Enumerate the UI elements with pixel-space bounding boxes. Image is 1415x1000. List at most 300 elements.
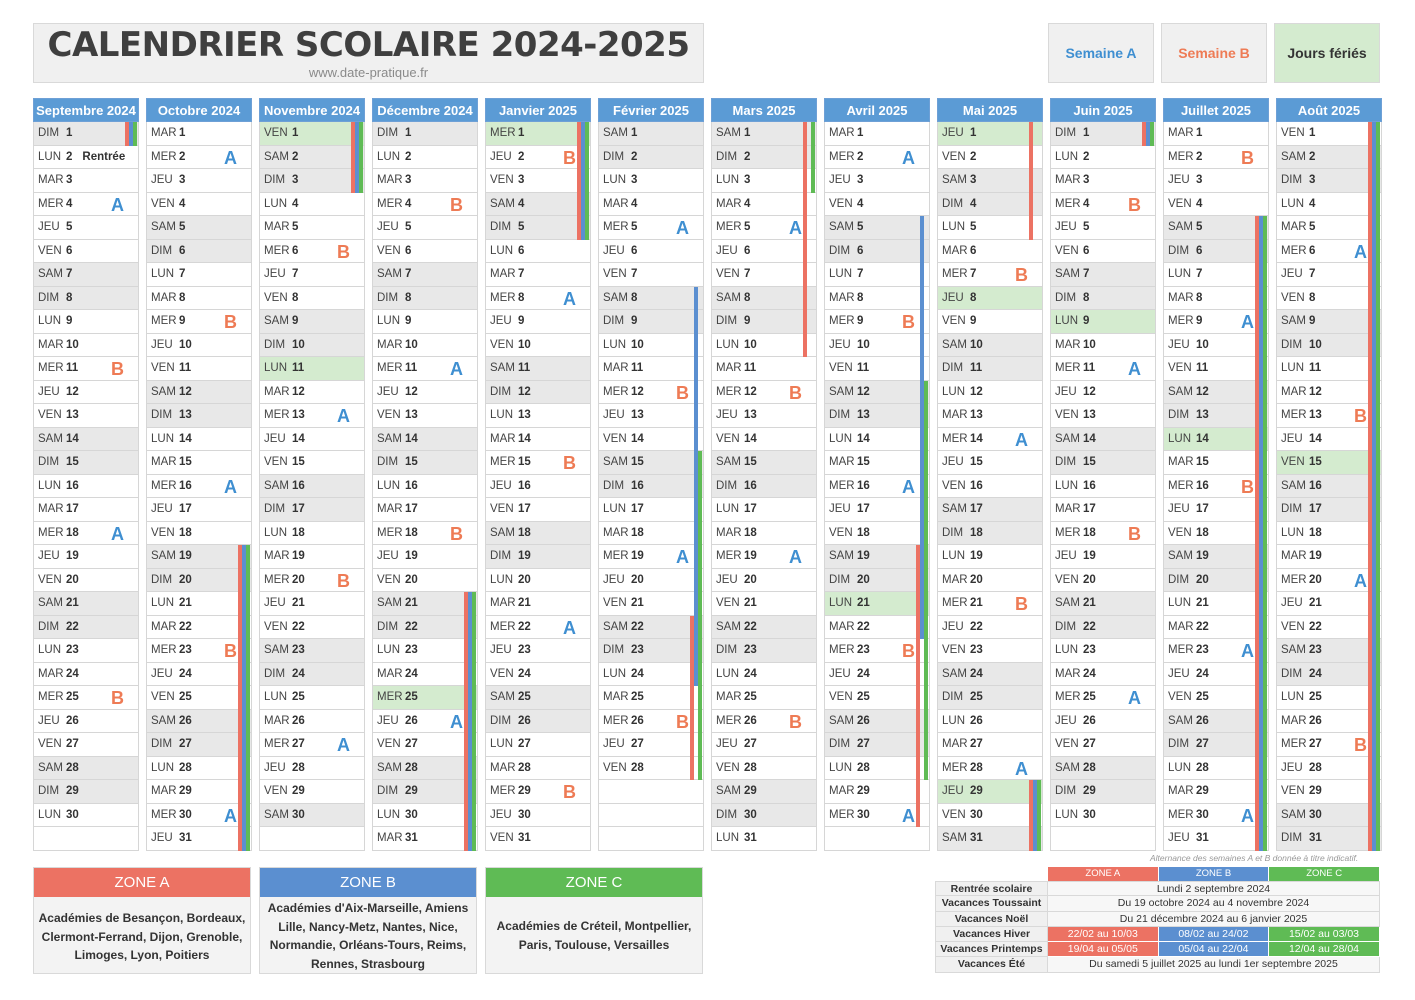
empty-row — [1050, 827, 1156, 851]
day-name: DIM — [490, 550, 512, 562]
day-row — [485, 169, 591, 193]
day-number: 25 — [631, 691, 644, 703]
day-row — [598, 522, 704, 546]
day-name: VEN — [151, 691, 175, 703]
day-row — [485, 334, 591, 358]
day-row — [824, 569, 930, 593]
month-header: Octobre 2024 — [146, 98, 252, 122]
week-b-marker: B — [224, 312, 237, 332]
printemps-zone-b: 05/04 au 22/04 — [1159, 942, 1270, 957]
day-row — [33, 569, 139, 593]
day-number: 10 — [1196, 338, 1209, 351]
day-number: 18 — [1309, 526, 1322, 539]
day-name: LUN — [377, 315, 401, 327]
day-name: LUN — [38, 479, 62, 492]
day-row — [485, 475, 591, 499]
day-name: SAM — [716, 127, 741, 139]
day-number: 9 — [744, 315, 751, 327]
day-row — [485, 569, 591, 593]
week-a-marker: A — [563, 288, 576, 309]
day-number: 2 — [1083, 150, 1090, 163]
day-name: LUN — [1281, 526, 1305, 539]
day-number: 29 — [1309, 785, 1322, 797]
day-row — [485, 804, 591, 828]
day-name: MER — [1055, 197, 1081, 210]
day-row — [1050, 616, 1156, 640]
day-number: 17 — [857, 503, 870, 515]
day-name: MER — [490, 785, 516, 797]
day-row — [937, 545, 1043, 569]
day-number: 15 — [970, 456, 983, 468]
day-row — [937, 498, 1043, 522]
day-row — [824, 498, 930, 522]
day-number: 9 — [405, 315, 412, 327]
day-row — [711, 146, 817, 170]
day-name: MER — [38, 362, 64, 374]
day-name: SAM — [377, 761, 402, 774]
day-name: MER — [1055, 362, 1081, 374]
day-number: 21 — [1309, 597, 1322, 609]
day-row — [146, 639, 252, 663]
day-name: LUN — [264, 691, 288, 703]
day-number: 3 — [970, 174, 977, 186]
day-name: DIM — [38, 785, 60, 797]
day-number: 4 — [518, 197, 525, 210]
day-row — [33, 663, 139, 687]
month-days — [259, 122, 365, 851]
day-name: VEN — [1055, 244, 1079, 257]
day-name: MAR — [603, 691, 629, 703]
day-row — [485, 146, 591, 170]
week-a-marker: A — [337, 735, 350, 755]
day-row — [1276, 616, 1382, 640]
day-row — [33, 357, 139, 381]
day-name: MAR — [151, 456, 177, 468]
day-row — [146, 451, 252, 475]
day-row — [1050, 357, 1156, 381]
day-number: 4 — [179, 197, 186, 210]
day-number: 30 — [292, 808, 305, 821]
day-name: MAR — [151, 291, 177, 304]
day-row — [1163, 710, 1269, 734]
day-name: VEN — [1168, 362, 1192, 374]
day-row — [937, 663, 1043, 687]
day-row — [711, 193, 817, 217]
week-a-marker: A — [1354, 241, 1367, 262]
day-number: 25 — [1309, 691, 1322, 703]
day-row — [824, 757, 930, 781]
day-number: 28 — [292, 761, 305, 774]
day-name: MER — [377, 197, 403, 210]
day-name: VEN — [603, 268, 627, 280]
vacation-bar-zone-c — [1376, 122, 1380, 851]
day-row — [824, 263, 930, 287]
day-row — [259, 592, 365, 616]
day-name: MER — [38, 526, 64, 539]
day-number: 8 — [292, 291, 299, 304]
day-number: 22 — [179, 620, 192, 633]
day-row — [485, 710, 591, 734]
day-name: LUN — [603, 338, 627, 351]
day-row — [1163, 545, 1269, 569]
day-row — [711, 827, 817, 851]
day-name: JEU — [1168, 832, 1190, 844]
day-number: 25 — [292, 691, 305, 703]
day-number: 10 — [518, 338, 531, 351]
day-row — [937, 710, 1043, 734]
day-row — [372, 498, 478, 522]
day-row — [259, 710, 365, 734]
day-name: MER — [264, 573, 290, 586]
month-column — [1276, 98, 1382, 851]
week-a-marker: A — [450, 359, 463, 379]
day-number: 10 — [405, 338, 418, 351]
day-name: DIM — [716, 315, 738, 327]
day-row — [485, 522, 591, 546]
day-number: 25 — [744, 691, 757, 703]
day-row — [937, 287, 1043, 311]
day-number: 18 — [744, 526, 757, 539]
day-row — [33, 475, 139, 499]
day-name: DIM — [1281, 174, 1303, 186]
day-name: SAM — [1281, 150, 1306, 163]
day-number: 14 — [744, 432, 757, 445]
day-name: JEU — [377, 385, 399, 398]
day-name: JEU — [377, 221, 399, 233]
day-row — [33, 428, 139, 452]
day-number: 15 — [66, 456, 79, 468]
day-name: MAR — [716, 362, 742, 374]
day-row — [937, 827, 1043, 851]
day-name: VEN — [1055, 738, 1079, 750]
day-name: VEN — [490, 174, 514, 186]
day-number: 26 — [744, 714, 757, 727]
day-name: SAM — [264, 150, 289, 163]
day-row — [485, 663, 591, 687]
day-name: LUN — [942, 221, 966, 233]
day-row — [598, 475, 704, 499]
day-row — [1163, 592, 1269, 616]
day-row — [146, 545, 252, 569]
day-number: 7 — [179, 268, 186, 280]
day-number: 6 — [66, 244, 73, 257]
day-name: VEN — [264, 127, 288, 139]
day-row — [1276, 545, 1382, 569]
week-a-marker: A — [902, 805, 915, 826]
day-number: 19 — [857, 550, 870, 562]
week-a-marker: A — [224, 147, 237, 168]
day-name: VEN — [38, 244, 62, 257]
day-number: 25 — [405, 691, 418, 703]
day-number: 24 — [857, 667, 870, 680]
week-a-marker: A — [563, 617, 576, 638]
day-row — [824, 780, 930, 804]
week-a-marker: A — [111, 523, 124, 544]
day-number: 15 — [1309, 456, 1322, 468]
day-name: MAR — [942, 244, 968, 257]
day-number: 25 — [970, 691, 983, 703]
week-a-marker: A — [224, 476, 237, 497]
week-b-marker: B — [224, 641, 237, 661]
day-name: DIM — [377, 456, 399, 468]
day-row — [1276, 240, 1382, 264]
day-number: 7 — [1083, 268, 1090, 280]
day-name: VEN — [1281, 291, 1305, 304]
day-name: DIM — [490, 714, 512, 727]
day-number: 14 — [179, 432, 192, 445]
day-name: JEU — [716, 573, 738, 586]
month-column — [598, 98, 704, 851]
day-row — [146, 216, 252, 240]
day-row — [485, 757, 591, 781]
day-number: 29 — [1083, 785, 1096, 797]
day-number: 17 — [1309, 503, 1322, 515]
day-number: 27 — [1309, 738, 1322, 750]
day-row — [485, 193, 591, 217]
day-name: DIM — [1281, 667, 1303, 680]
day-number: 18 — [292, 526, 305, 539]
zone-a-header: ZONE A — [1048, 867, 1158, 881]
month-column — [485, 98, 591, 851]
row-rentree — [935, 881, 1380, 896]
week-b-marker: B — [789, 711, 802, 732]
day-row — [33, 592, 139, 616]
day-number: 1 — [518, 127, 525, 139]
month-days — [598, 122, 704, 851]
day-name: MER — [942, 268, 968, 280]
day-name: MER — [490, 291, 516, 304]
day-number: 18 — [970, 526, 983, 539]
day-name: DIM — [716, 150, 738, 163]
day-number: 24 — [631, 667, 644, 680]
row-label: Vacances Été — [935, 957, 1048, 972]
day-name: DIM — [264, 338, 286, 351]
day-number: 2 — [631, 150, 638, 163]
day-row — [146, 310, 252, 334]
day-name: JEU — [38, 550, 60, 562]
day-name: VEN — [603, 597, 627, 609]
day-row — [1163, 404, 1269, 428]
day-name: DIM — [377, 620, 399, 633]
day-number: 31 — [970, 832, 983, 844]
day-name: SAM — [1168, 221, 1193, 233]
day-row — [824, 169, 930, 193]
day-number: 7 — [518, 268, 525, 280]
month-column — [259, 98, 365, 851]
day-number: 3 — [405, 174, 412, 186]
day-name: VEN — [829, 197, 853, 210]
day-name: DIM — [377, 785, 399, 797]
day-row — [937, 169, 1043, 193]
day-row — [485, 686, 591, 710]
day-row — [1163, 451, 1269, 475]
day-row — [1163, 616, 1269, 640]
day-row — [259, 169, 365, 193]
day-row — [1276, 357, 1382, 381]
day-row — [146, 827, 252, 851]
day-row — [937, 357, 1043, 381]
day-name: MER — [829, 808, 855, 821]
day-number: 5 — [1083, 221, 1090, 233]
week-a-marker: A — [676, 218, 689, 238]
vacation-bar-zone-a — [1029, 122, 1033, 240]
day-name: VEN — [942, 150, 966, 163]
day-name: VEN — [490, 832, 514, 844]
day-row — [1276, 522, 1382, 546]
week-a-marker: A — [1128, 359, 1141, 379]
day-number: 12 — [66, 385, 79, 398]
day-number: 1 — [1083, 127, 1090, 139]
day-name: JEU — [942, 291, 964, 304]
day-name: LUN — [716, 338, 740, 351]
day-name: LUN — [829, 597, 853, 609]
day-number: 28 — [1309, 761, 1322, 774]
day-row — [598, 451, 704, 475]
day-number: 11 — [857, 362, 870, 374]
day-name: MER — [38, 197, 64, 210]
day-number: 9 — [1196, 315, 1203, 327]
day-name: MAR — [1168, 291, 1194, 304]
day-number: 5 — [1309, 221, 1316, 233]
month-days — [824, 122, 930, 851]
month-days — [485, 122, 591, 851]
day-name: DIM — [264, 667, 286, 680]
day-name: SAM — [151, 385, 176, 398]
day-number: 4 — [66, 197, 73, 210]
day-row — [372, 592, 478, 616]
day-row — [372, 193, 478, 217]
day-row — [1050, 287, 1156, 311]
day-number: 17 — [292, 503, 305, 515]
day-row — [598, 663, 704, 687]
day-number: 17 — [179, 503, 192, 515]
day-row — [937, 733, 1043, 757]
day-row — [146, 169, 252, 193]
day-name: DIM — [151, 244, 173, 257]
day-row — [146, 757, 252, 781]
day-number: 30 — [1083, 808, 1096, 821]
day-number: 9 — [66, 315, 73, 327]
day-name: MER — [1168, 808, 1194, 821]
day-name: MER — [38, 691, 64, 703]
day-number: 2 — [970, 150, 977, 163]
day-name: DIM — [716, 808, 738, 821]
day-row — [1163, 757, 1269, 781]
day-name: JEU — [603, 573, 625, 586]
day-name: JEU — [264, 761, 286, 774]
day-row — [146, 804, 252, 828]
day-number: 28 — [1083, 761, 1096, 774]
day-row — [937, 804, 1043, 828]
day-row — [372, 545, 478, 569]
day-row — [1276, 193, 1382, 217]
day-name: JEU — [942, 456, 964, 468]
day-name: SAM — [1168, 385, 1193, 398]
day-row — [1276, 475, 1382, 499]
day-number: 19 — [1196, 550, 1209, 562]
day-row — [372, 357, 478, 381]
day-name: SAM — [716, 620, 741, 633]
day-number: 30 — [744, 808, 757, 821]
day-row — [1276, 686, 1382, 710]
day-row — [824, 216, 930, 240]
day-row — [937, 780, 1043, 804]
row-ete — [935, 957, 1380, 972]
day-name: LUN — [1168, 761, 1192, 774]
day-number: 20 — [744, 573, 757, 586]
day-row — [33, 616, 139, 640]
day-number: 23 — [292, 644, 305, 656]
day-name: VEN — [151, 197, 175, 210]
day-name: MAR — [1168, 785, 1194, 797]
month-header: Août 2025 — [1276, 98, 1382, 122]
day-row — [259, 404, 365, 428]
day-name: MAR — [151, 620, 177, 633]
day-row — [33, 169, 139, 193]
day-row — [598, 428, 704, 452]
day-number: 26 — [631, 714, 644, 727]
day-row — [1050, 404, 1156, 428]
day-number: 4 — [857, 197, 864, 210]
week-b-marker: B — [1354, 735, 1367, 755]
day-number: 16 — [970, 479, 983, 492]
day-number: 17 — [970, 503, 983, 515]
day-number: 1 — [1309, 127, 1316, 139]
day-number: 27 — [970, 738, 983, 750]
day-row — [598, 686, 704, 710]
empty-row — [598, 780, 704, 804]
day-row — [1276, 498, 1382, 522]
day-name: DIM — [264, 174, 286, 186]
day-number: 17 — [518, 503, 531, 515]
day-number: 25 — [1196, 691, 1209, 703]
day-number: 30 — [405, 808, 418, 821]
day-name: MAR — [603, 526, 629, 539]
day-row — [937, 240, 1043, 264]
day-row — [259, 310, 365, 334]
day-number: 18 — [518, 526, 531, 539]
day-name: MER — [377, 526, 403, 539]
day-row — [1050, 498, 1156, 522]
day-number: 26 — [970, 714, 983, 727]
day-name: VEN — [151, 362, 175, 374]
day-name: MER — [1168, 150, 1194, 163]
day-number: 31 — [518, 832, 531, 844]
day-name: MAR — [942, 738, 968, 750]
day-number: 29 — [857, 785, 870, 797]
day-number: 7 — [66, 268, 73, 280]
vacation-dates-table — [935, 867, 1380, 973]
day-number: 1 — [857, 127, 864, 139]
day-number: 29 — [179, 785, 192, 797]
day-number: 5 — [631, 221, 638, 233]
day-name: JEU — [1055, 714, 1077, 727]
day-name: JEU — [1168, 338, 1190, 351]
day-number: 30 — [1309, 808, 1322, 821]
month-header: Mars 2025 — [711, 98, 817, 122]
day-number: 15 — [631, 456, 644, 468]
day-name: LUN — [1055, 315, 1079, 327]
day-name: MAR — [377, 338, 403, 351]
week-a-marker: A — [450, 711, 463, 732]
day-name: DIM — [942, 197, 964, 210]
day-row — [146, 122, 252, 146]
day-name: SAM — [1055, 597, 1080, 609]
day-name: LUN — [377, 808, 401, 821]
day-row — [937, 404, 1043, 428]
day-row — [259, 686, 365, 710]
day-row — [33, 522, 139, 546]
